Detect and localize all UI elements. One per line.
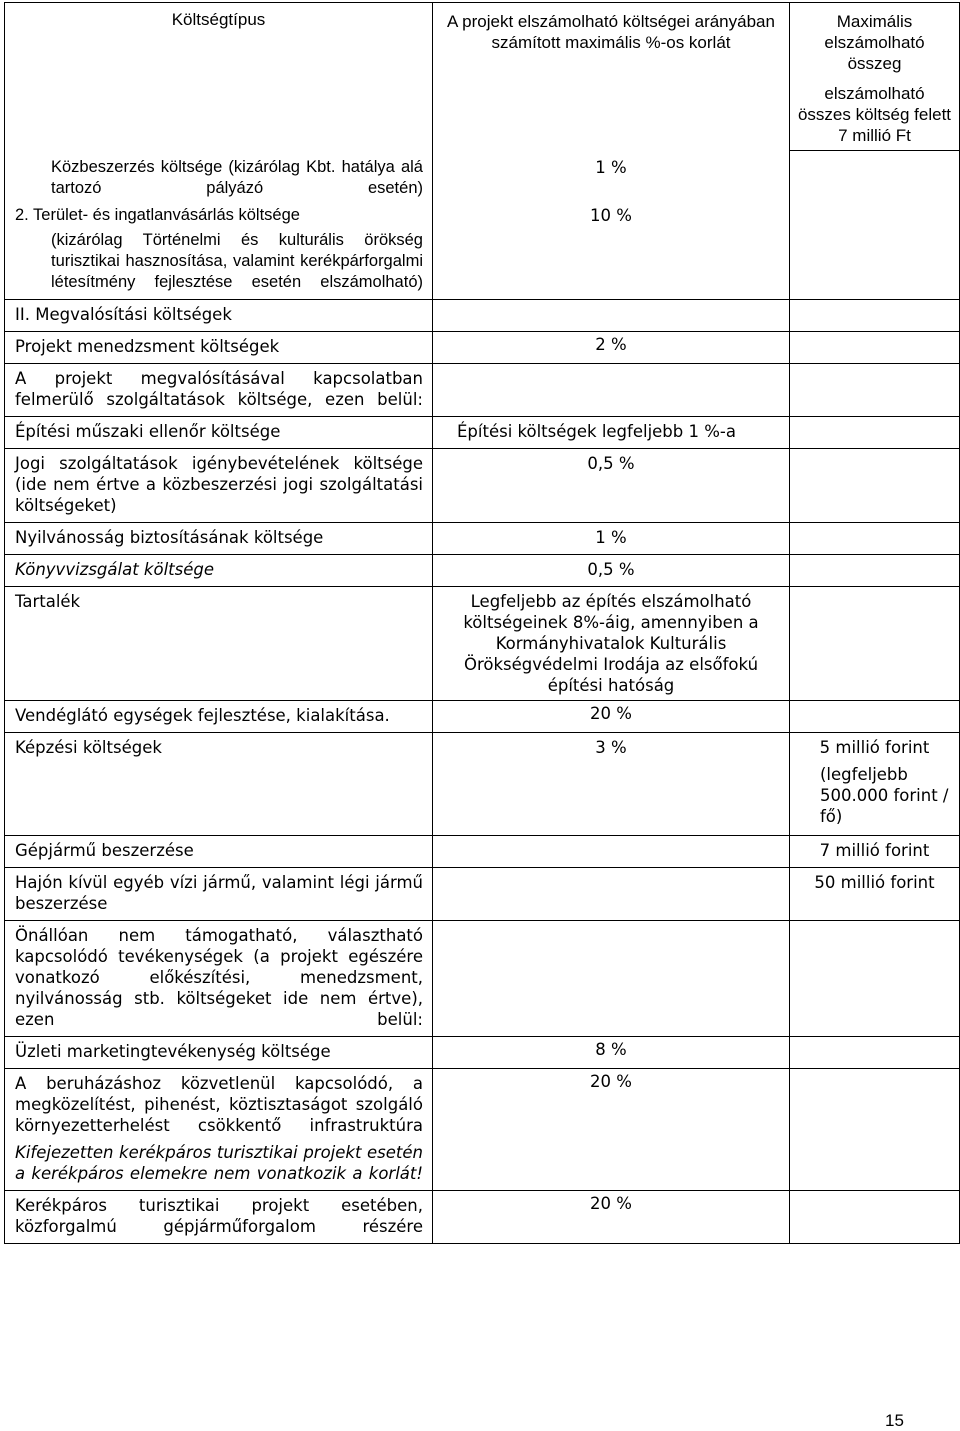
table-cell: Projekt menedzsment költségek (5, 331, 433, 363)
table-cell: Tartalék (5, 586, 433, 700)
header-cost-type-cell (5, 3, 433, 75)
table-cell: 7 millió forint (790, 835, 960, 867)
table-row (5, 331, 960, 363)
table-cell: Hajón kívül egyéb vízi jármű, valamint légi jármű beszerzése (5, 867, 433, 920)
table-cell: 2 % (433, 331, 790, 363)
table-cell: 3 % (433, 732, 790, 835)
table-row (5, 867, 960, 920)
table-row (5, 74, 960, 151)
table-cell: Legfeljebb az építés elszámolható költségeinek 8%-áig, amennyiben a Kormányhivatalok Kulturális Örökségvédelmi Irodája az elsőfokú építési hatóság (433, 586, 790, 700)
table-cell: 5 millió forint (legfeljebb 500.000 forint / fő) (790, 732, 960, 835)
table-row (5, 586, 960, 700)
table-row (5, 151, 960, 199)
table-row (5, 448, 960, 522)
table-cell: Üzleti marketingtevékenység költsége (5, 1036, 433, 1068)
table-cell: 2. Terület- és ingatlanvásárlás költsége (kizárólag Történelmi és kulturális örökség turisztikai hasznosítása, valamint kerékpárforgalmi létesítmény fejlesztése esetén elszámolható) (5, 199, 433, 300)
header-max-amount-cell (790, 3, 960, 75)
table-cell: Kerékpáros turisztikai projekt esetében, közforgalmú gépjárműforgalom részére (5, 1190, 433, 1243)
table-cell: Jogi szolgáltatások igénybevételének költsége (ide nem értve a közbeszerzési jogi szolgáltatási költségeket) (5, 448, 433, 522)
table-row (5, 732, 960, 835)
table-cell: Közbeszerzés költsége (kizárólag Kbt. hatálya alá tartozó pályázó esetén) (5, 151, 433, 199)
table-row (5, 522, 960, 554)
table-cell: 1 % (433, 151, 790, 199)
table-cell: Építési költségek legfeljebb 1 %-a (433, 416, 790, 448)
table-cell: 20 % (433, 1190, 790, 1243)
table-cell: A projekt megvalósításával kapcsolatban felmerülő szolgáltatások költsége, ezen belül: (5, 363, 433, 416)
table-row (5, 1036, 960, 1068)
table-row (5, 363, 960, 416)
table-cell: 1 % (433, 522, 790, 554)
table-row (5, 835, 960, 867)
table-row (5, 554, 960, 586)
table-cell: 50 millió forint (790, 867, 960, 920)
table-cell: Könyvvizsgálat költsége (5, 554, 433, 586)
header-max-percent: A projekt elszámolható költségei arányában számított maximális %-os korlát (447, 12, 775, 52)
table-row (5, 299, 960, 331)
table-cell: A beruházáshoz közvetlenül kapcsolódó, a megközelítést, pihenést, köztisztaságot szolgáló környezetterhelést csökkentő infrastruktúra Kifejezetten kerékpáros turisztikai projekt esetén a kerékpáros elemekre nem vonatkozik a korlát! (5, 1068, 433, 1190)
table-cell: 0,5 % (433, 448, 790, 522)
page-number: 15 (885, 1411, 904, 1430)
table-row (5, 920, 960, 1036)
table-cell: Nyilvánosság biztosításának költsége (5, 522, 433, 554)
table-cell: Vendéglátó egységek fejlesztése, kialakítása. (5, 700, 433, 732)
table-cell: 8 % (433, 1036, 790, 1068)
table-cell: Építési műszaki ellenőr költsége (5, 416, 433, 448)
table-cell: Gépjármű beszerzése (5, 835, 433, 867)
table-cell: 20 % (433, 700, 790, 732)
cost-limits-table (4, 2, 960, 1244)
table-cell: II. Megvalósítási költségek (5, 299, 433, 331)
table-row (5, 700, 960, 732)
table-row (5, 1068, 960, 1190)
table-header-row (5, 3, 960, 75)
header-cost-type: Költségtípus (171, 10, 266, 29)
header-max-percent-cell (433, 3, 790, 75)
table-row (5, 416, 960, 448)
table-cell: 20 % (433, 1068, 790, 1190)
table-row (5, 1190, 960, 1243)
table-cell: 10 % (433, 199, 790, 300)
table-cell: 0,5 % (433, 554, 790, 586)
table-row (5, 199, 960, 300)
table-cell: Képzési költségek (5, 732, 433, 835)
header-max-amount: Maximális elszámolható összeg (824, 12, 925, 73)
table-cell: Önállóan nem támogatható, választható kapcsolódó tevékenységek (a projekt egészére vonatkozó előkészítési, menedzsment, nyilvánosság stb. költségeket ide nem értve), ezen belül: (5, 920, 433, 1036)
table-cell: elszámolható összes költség felett 7 millió Ft (790, 74, 960, 151)
